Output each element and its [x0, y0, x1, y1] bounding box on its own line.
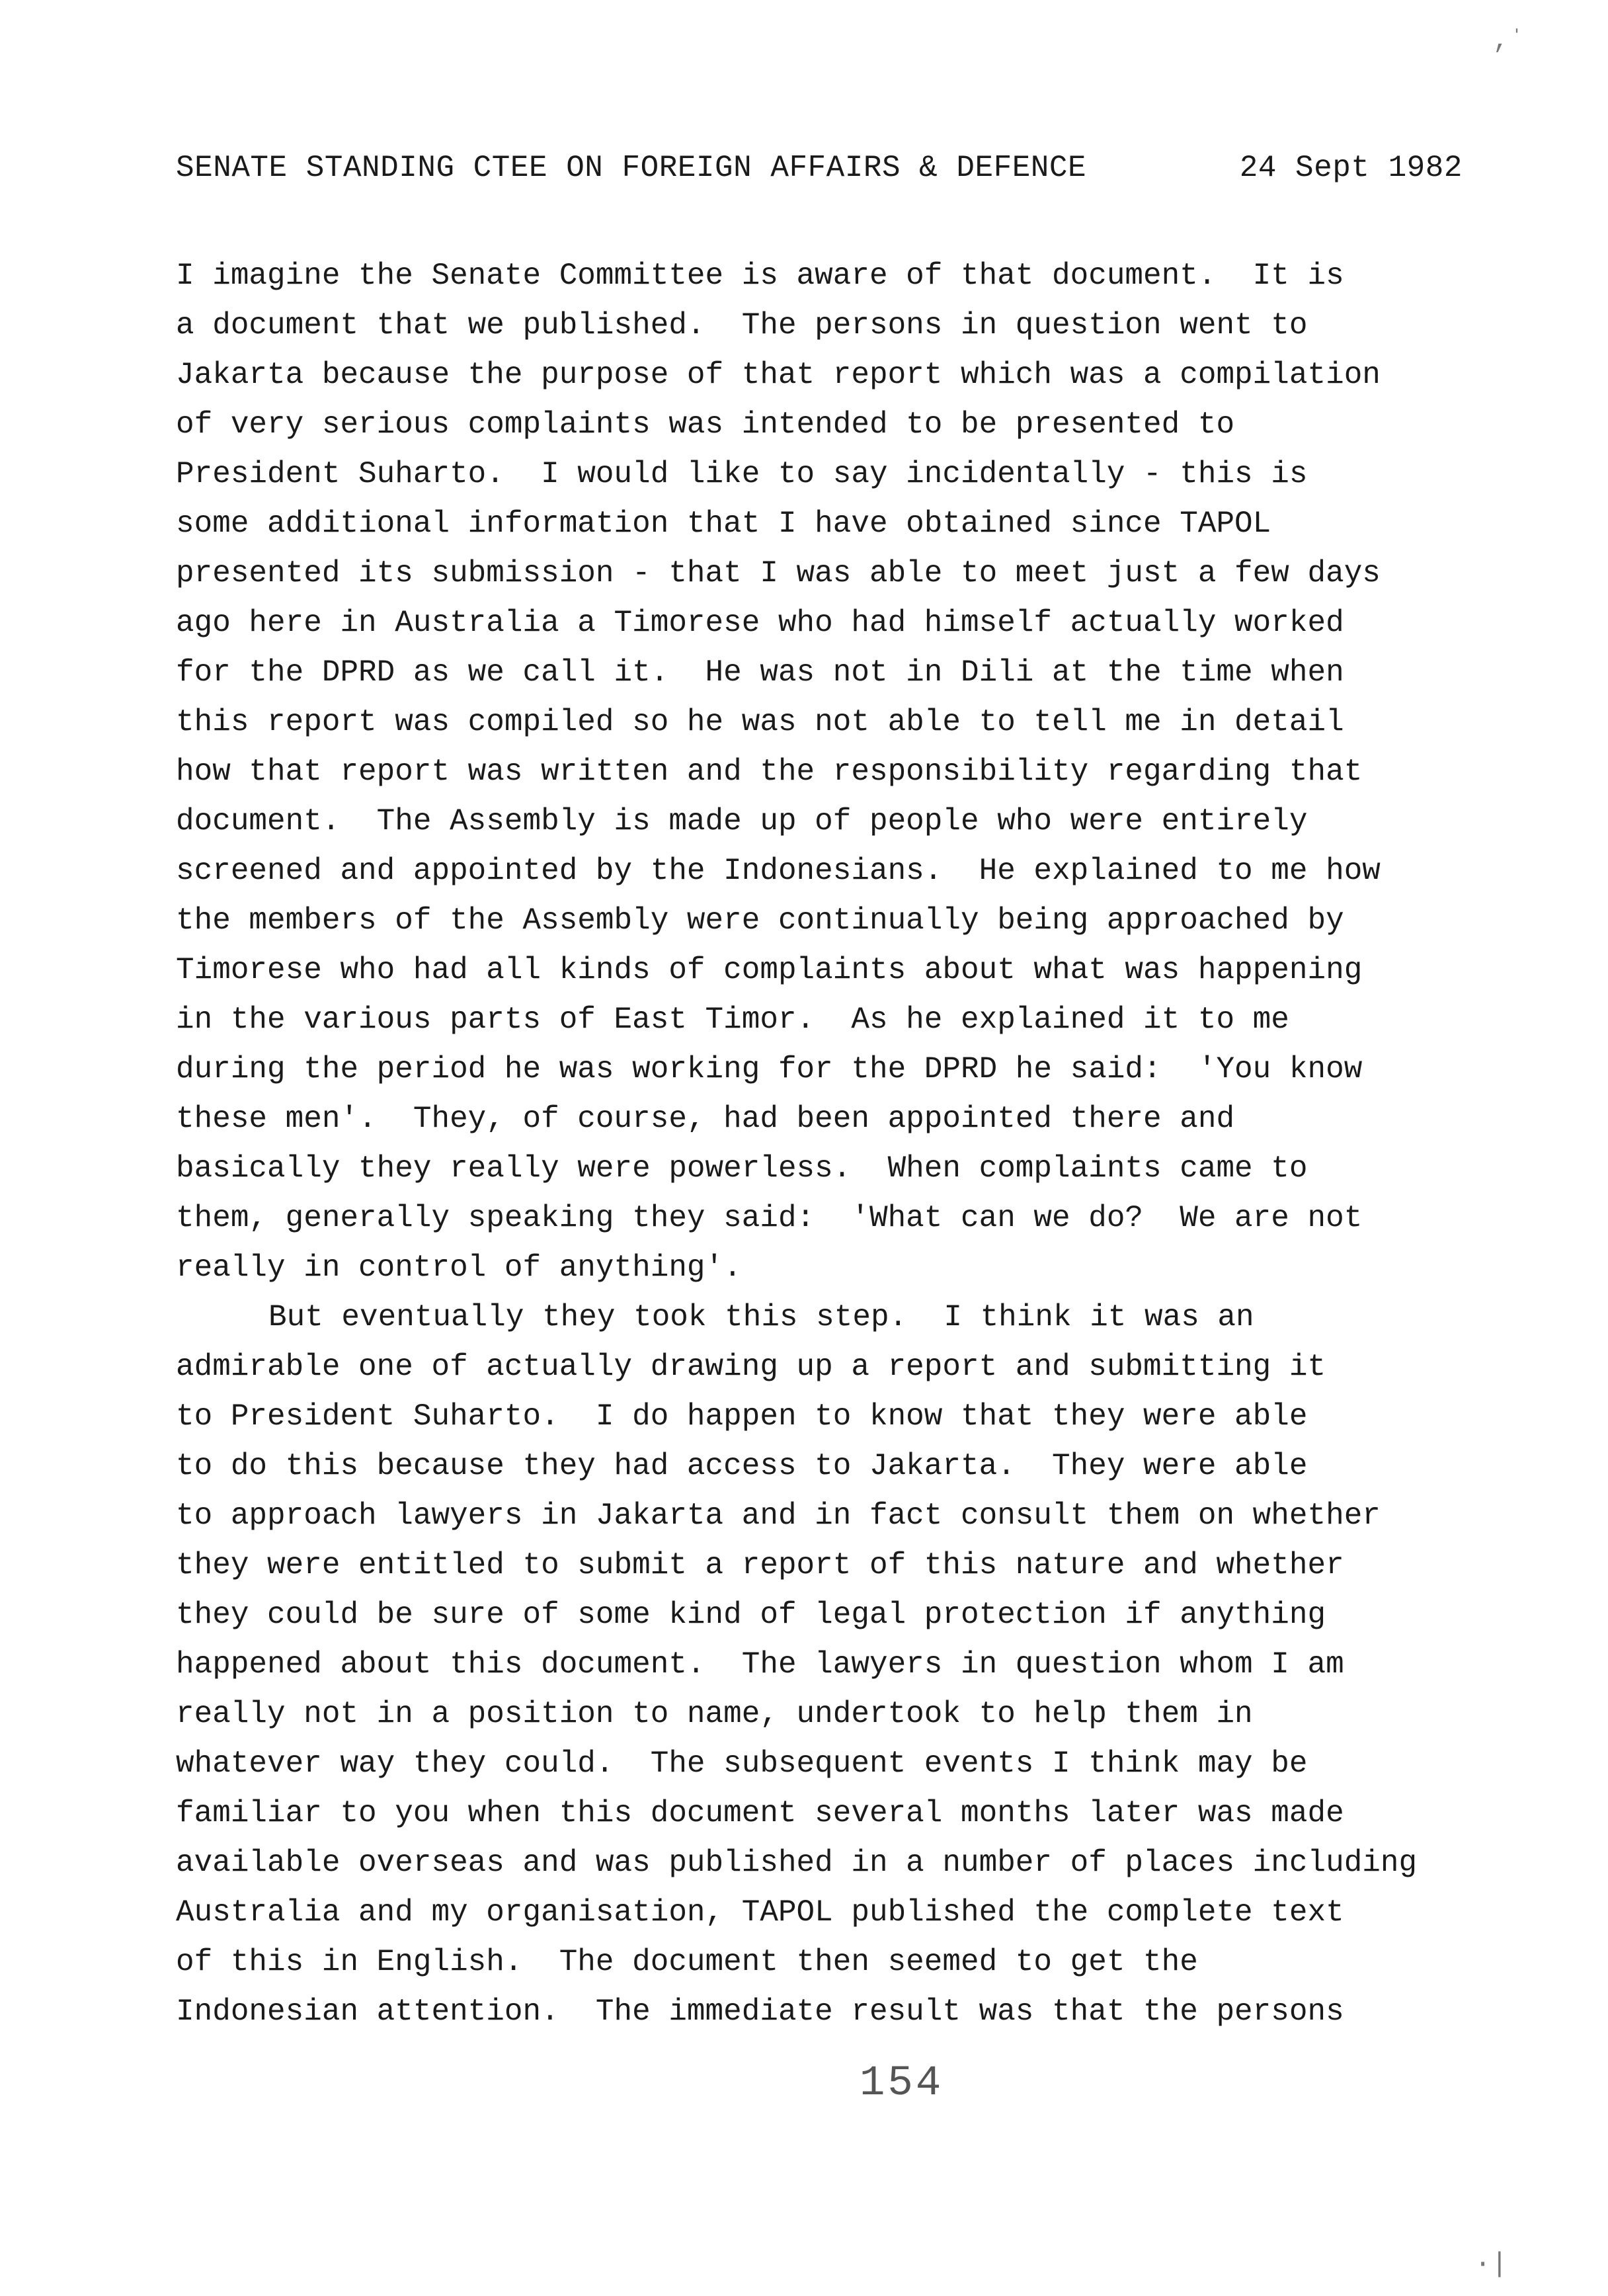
text-line: whatever way they could. The subsequent events I think may be [176, 1746, 1308, 1781]
text-line: Jakarta because the purpose of that report which was a compilation [176, 358, 1381, 392]
text-line: available overseas and was published in a number of places including [176, 1846, 1418, 1880]
text-line: they could be sure of some kind of legal protection if anything [176, 1598, 1326, 1632]
text-line: in the various parts of East Timor. As he explained it to me [176, 1003, 1289, 1037]
text-line: screened and appointed by the Indonesians. He explained to me how [176, 854, 1381, 888]
text-line: the members of the Assembly were continually being approached by [176, 903, 1344, 938]
text-line: these men'. They, of course, had been appointed there and [176, 1102, 1235, 1136]
text-line: ago here in Australia a Timorese who had himself actually worked [176, 606, 1344, 640]
text-line: Australia and my organisation, TAPOL published the complete text [176, 1895, 1344, 1930]
text-line: of this in English. The document then seemed to get the [176, 1945, 1198, 1979]
text-line: I imagine the Senate Committee is aware of that document. It is [176, 259, 1344, 293]
page-header [176, 151, 1463, 185]
text-line: this report was compiled so he was not able to tell me in detail [176, 705, 1344, 739]
text-line: Indonesian attention. The immediate result was that the persons [176, 1994, 1344, 2029]
text-line: for the DPRD as we call it. He was not in Dili at the time when [176, 655, 1344, 690]
text-line: happened about this document. The lawyers in question whom I am [176, 1647, 1344, 1682]
text-line: document. The Assembly is made up of people who were entirely [176, 804, 1308, 839]
text-line: to do this because they had access to Jakarta. They were able [176, 1449, 1308, 1483]
text-line: familiar to you when this document several months later was made [176, 1796, 1344, 1830]
text-line: how that report was written and the responsibility regarding that [176, 755, 1363, 789]
text-line: to President Suharto. I do happen to know that they were able [176, 1399, 1308, 1434]
text-line: President Suharto. I would like to say incidentally - this is [176, 457, 1308, 491]
text-line: them, generally speaking they said: 'What can we do? We are not [176, 1201, 1363, 1235]
text-line: really not in a position to name, undertook to help them in [176, 1697, 1253, 1731]
transcript-body [176, 251, 1525, 2037]
text-line: presented its submission - that I was able to meet just a few days [176, 556, 1381, 591]
text-line: they were entitled to submit a report of this nature and whether [176, 1548, 1344, 1582]
header-date: 24 Sept 1982 [1239, 151, 1463, 185]
corner-mark-top: ,ˈ [1493, 26, 1525, 56]
paragraph-start-line: But eventually they took this step. I think it was an [268, 1300, 1254, 1334]
text-line: Timorese who had all kinds of complaints about what was happening [176, 953, 1363, 987]
page-number: 154 [860, 2060, 944, 2108]
text-line: basically they really were powerless. When complaints came to [176, 1151, 1308, 1186]
header-title: SENATE STANDING CTEE ON FOREIGN AFFAIRS & DEFENCE [176, 151, 1087, 185]
text-line: to approach lawyers in Jakarta and in fact consult them on whether [176, 1498, 1381, 1533]
text-line: of very serious complaints was intended to be presented to [176, 407, 1235, 442]
text-line: during the period he was working for the DPRD he said: 'You know [176, 1052, 1363, 1086]
text-line: admirable one of actually drawing up a report and submitting it [176, 1350, 1326, 1384]
text-line: really in control of anything'. [176, 1250, 742, 1285]
corner-mark-bottom: ·| [1474, 2248, 1508, 2280]
text-line: some additional information that I have obtained since TAPOL [176, 507, 1271, 541]
text-line: a document that we published. The persons in question went to [176, 308, 1308, 343]
